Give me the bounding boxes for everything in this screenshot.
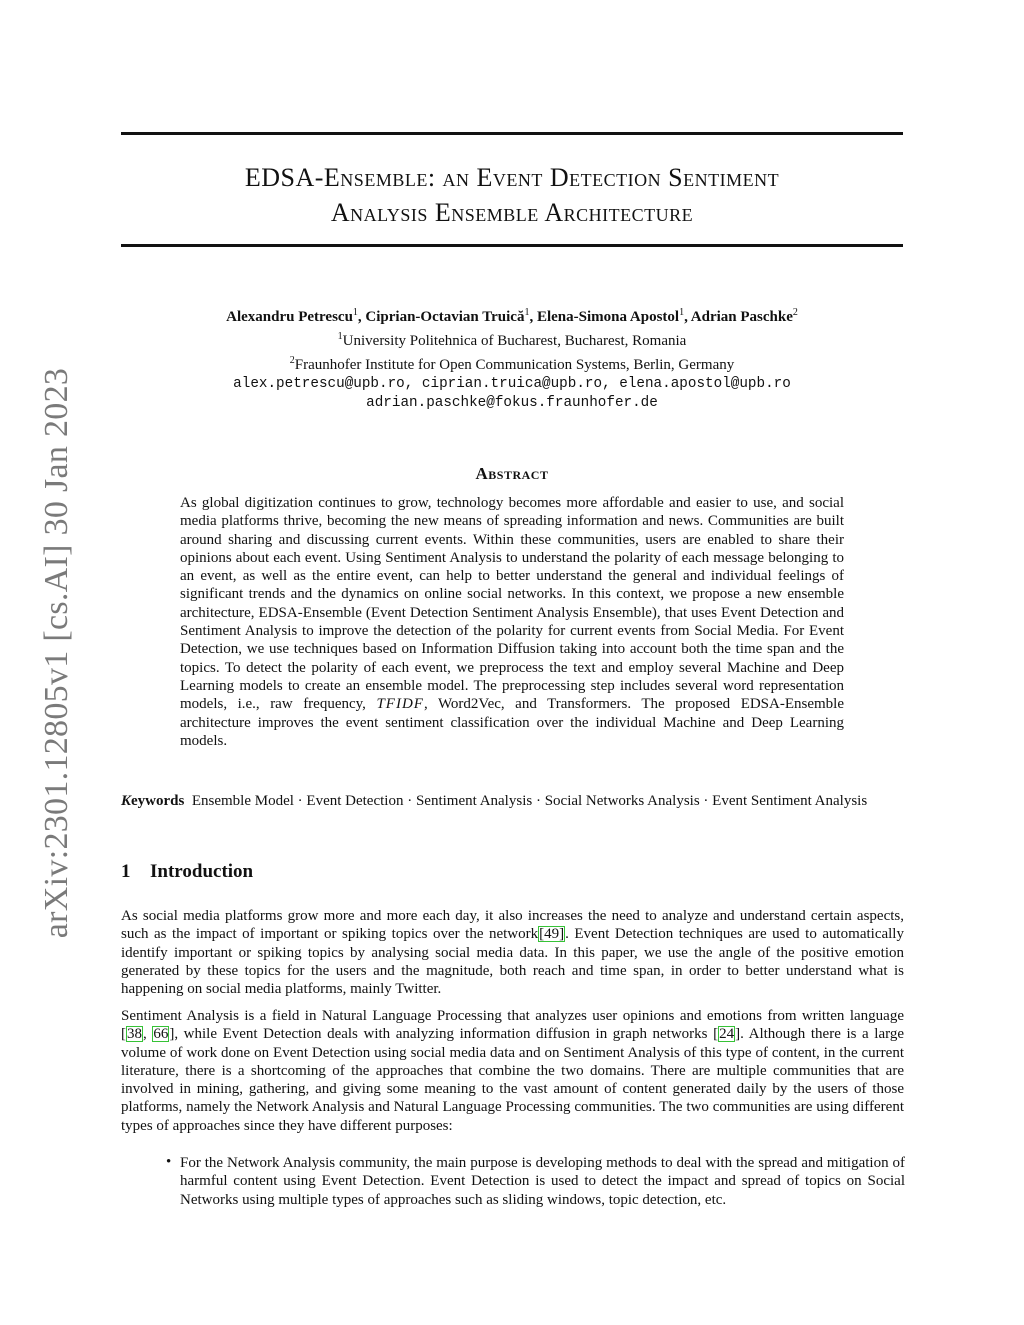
bullet-item-1: For the Network Analysis community, the main purpose is developing methods to deal with the spread and mitigation of harmful content using Event Detection. Event Detection is used to detect the impact and spread of topics on Social Networks using multiple types of approaches such as sliding windows, topic detection, etc. — [180, 1155, 905, 1208]
abstract-text-b: , Word2Vec, and Transformers. The proposed EDSA-Ensemble architecture improves the event sentiment classification over the individual Machine and Deep Learning models. — [180, 696, 845, 749]
abstract-text-a: As global digitization continues to grow, technology becomes more affordable and easier to use, and social media platforms thrive, becoming the new means of spreading information and news. Communities are built around sharing and discussing current events. Within these communities, users are enabled to share their opinions about each event. Using Sentiment Analysis to understand the polarity of each message belonging to an event, as well as the entire event, can help to better understand the general and individual feelings of significant trends and the dynamics on online social networks. In this context, we propose a new ensemble architecture, EDSA-Ensemble (Event Detection Sentiment Analysis Ensemble), that uses Event Detection and Sentiment Analysis to improve the detection of the polarity for current events from Social Media. For Event Detection, we use techniques based on Information Diffusion taking into account both the time span and the topics. To detect the polarity of each event, we preprocess the text and employ several Machine and Deep Learning models to create an ensemble model. The preprocessing step includes several word representation models, i.e., raw frequency, — [180, 495, 844, 713]
author-emails-1: alex.petrescu@upb.ro, ciprian.truica@upb.ro, elena.apostol@upb.ro — [233, 376, 791, 392]
intro-paragraph-1 — [121, 907, 904, 998]
keywords-label-rest: eywords — [131, 793, 185, 809]
affiliation-1-text: University Politehnica of Bucharest, Bucharest, Romania — [342, 333, 687, 349]
section-heading — [121, 861, 253, 883]
intro-p1-text-a: As social media platforms grow more and more each day, it also increases the need to analyze and understand certain aspects, such as the impact of important or spiking topics over the network — [121, 908, 904, 943]
paper-title — [121, 160, 903, 230]
title-line-1: EDSA-Ensemble: an Event Detection Sentiment — [244, 163, 780, 192]
abstract-math-tfidf: TFIDF — [376, 696, 424, 713]
keywords-label — [121, 793, 184, 809]
abstract-body — [180, 494, 844, 750]
affiliation-2-mark: 2 — [289, 355, 295, 366]
author-2: Ciprian-Octavian Truică — [365, 309, 525, 325]
affiliation-2-text: Fraunhofer Institute for Open Communication Systems, Berlin, Germany — [294, 357, 735, 373]
author-1: Alexandru Petrescu — [226, 309, 353, 325]
intro-paragraph-2 — [121, 1007, 904, 1135]
section-number: 1 — [121, 861, 131, 882]
author-1-affil: 1 — [352, 307, 358, 318]
keywords-text: Ensemble Model · Event Detection · Sentiment Analysis · Social Networks Analysis · Event Sentiment Analysis — [191, 793, 868, 809]
intro-p1-text-b: . Event Detection techniques are used to automatically identify important or spiking topics by analysing social media data. In this paper, we use the angle of the positive emotion generated by these topics for the users and the magnitude, both reach and time span, in order to better understand what is happening on social media platforms, mainly Twitter. — [121, 926, 904, 998]
intro-p2-text-b: ], while Event Detection deals with analyzing information diffusion in graph networks [ — [169, 1026, 719, 1043]
affiliation-2 — [121, 351, 903, 375]
author-emails-2: adrian.paschke@fokus.fraunhofer.de — [366, 395, 658, 411]
author-block — [121, 303, 903, 413]
intro-p2-text-a: Sentiment Analysis is a field in Natural Language Processing that analyzes user opinions and emotions from written language [ — [121, 1008, 904, 1043]
author-3: Elena-Simona Apostol — [536, 309, 680, 325]
intro-p2-separator: , — [143, 1026, 153, 1043]
title-top-rule — [121, 132, 903, 135]
citation-link[interactable]: 66 — [153, 1026, 169, 1043]
bullet-icon: • — [166, 1154, 172, 1170]
citation-link[interactable]: [49] — [539, 926, 565, 943]
author-2-affil: 1 — [524, 307, 530, 318]
section-title: Introduction — [150, 861, 254, 882]
affiliation-1 — [121, 327, 903, 351]
citation-link[interactable]: 38 — [127, 1026, 142, 1043]
abstract-heading: Abstract — [475, 464, 549, 483]
title-bottom-rule — [121, 244, 903, 247]
author-4-affil: 2 — [792, 307, 798, 318]
citation-link[interactable]: 24 — [719, 1026, 735, 1043]
arxiv-side-label: arXiv:2301.12805v1 [cs.AI] 30 Jan 2023 — [38, 367, 75, 939]
title-line-2: Analysis Ensemble Architecture — [330, 198, 694, 227]
intro-p2-text-c: ]. Although there is a large volume of work done on Event Detection using social media data and on Sentiment Analysis of this type of content, in the current literature, there is a shortcoming of the approaches that combine the two domains. There are multiple communities that are involved in mining, gathering, and giving some meaning to the vast amount of content generated daily by the users of those platforms, namely the Network Analysis and Natural Language Processing communities. The two communities are using different types of approaches since they have different purposes: — [121, 1026, 904, 1134]
keywords-block — [121, 792, 903, 810]
keywords-label-k: K — [121, 793, 132, 809]
author-4: Adrian Paschke — [690, 309, 793, 325]
author-names: Alexandru Petrescu$^1$, Ciprian-Octavian Truică$^1$, Elena-Simona Apostol$^1$, Adrian Paschke$^2$ — [226, 307, 798, 325]
author-3-affil: 1 — [679, 307, 685, 318]
affiliation-1-mark: 1 — [337, 331, 343, 342]
